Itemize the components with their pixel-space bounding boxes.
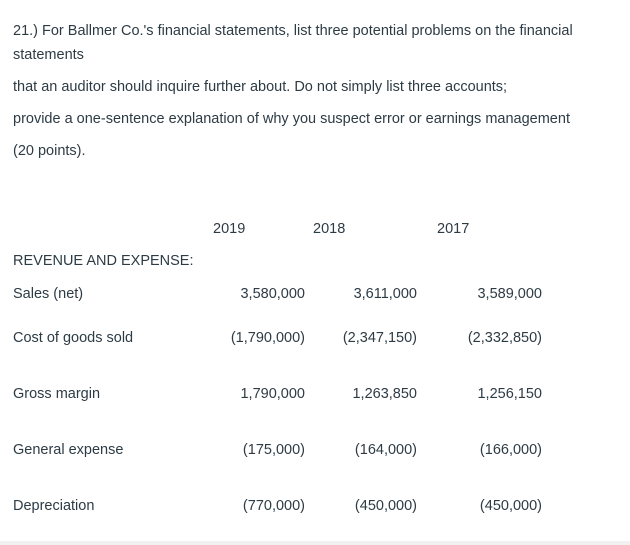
cell-2018: (164,000) — [354, 442, 417, 458]
cell-2017: 1,256,150 — [477, 386, 542, 402]
year-header-2017: 2017 — [437, 221, 470, 237]
cell-2017: 3,589,000 — [477, 286, 542, 302]
row-label: Sales (net) — [13, 286, 84, 302]
cell-2019: (770,000) — [242, 498, 305, 514]
cell-2017: (450,000) — [479, 498, 542, 514]
cell-2019: (1,790,000) — [230, 330, 305, 346]
cell-2019: 1,790,000 — [240, 386, 305, 402]
cell-2018: (2,347,150) — [342, 330, 417, 346]
bottom-divider — [0, 541, 630, 545]
question-line-2: that an auditor should inquire further about. Do not simply list three accounts; — [13, 79, 508, 95]
section-heading: REVENUE AND EXPENSE: — [13, 253, 194, 269]
row-label: Depreciation — [13, 498, 95, 514]
question-text — [13, 19, 573, 171]
row-label: Cost of goods sold — [13, 330, 134, 346]
row-label: General expense — [13, 442, 124, 458]
cell-2019: 3,580,000 — [240, 286, 305, 302]
question-line-1: 21.) For Ballmer Co.'s financial statements, list three potential problems on the financial statements — [13, 23, 573, 63]
year-header-2018: 2018 — [313, 221, 346, 237]
cell-2017: (2,332,850) — [467, 330, 542, 346]
cell-2018: 3,611,000 — [353, 286, 417, 302]
question-points: (20 points). — [13, 143, 86, 159]
cell-2017: (166,000) — [479, 442, 542, 458]
year-header-2019: 2019 — [213, 221, 246, 237]
cell-2018: (450,000) — [354, 498, 417, 514]
cell-2018: 1,263,850 — [352, 386, 417, 402]
question-line-3: provide a one-sentence explanation of why you suspect error or earnings management — [13, 111, 570, 127]
row-label: Gross margin — [13, 386, 101, 402]
cell-2019: (175,000) — [242, 442, 305, 458]
